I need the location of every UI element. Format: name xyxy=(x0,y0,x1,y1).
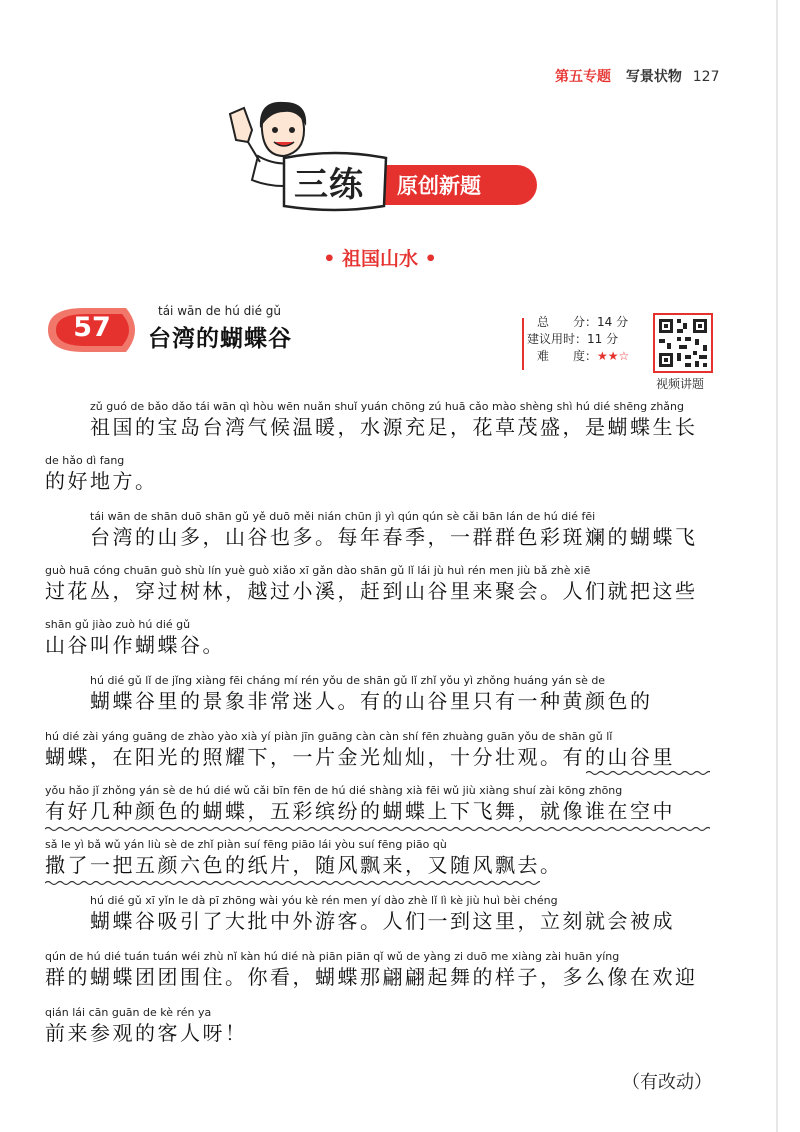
passage-line xyxy=(90,510,698,550)
difficulty-label: 难 度： xyxy=(537,349,598,363)
line-pinyin: yǒu hǎo jǐ zhǒng yán sè de hú dié wǔ cǎi bīn fēn de hú dié shàng xià fēi wǔ jiù xiàng shuí zài kōng zhōng xyxy=(45,784,623,797)
info-time: 建议用时：11 分 xyxy=(527,332,619,346)
line-text: 有好几种颜色的蝴蝶，五彩缤纷的蝴蝶上下飞舞，就像谁在空中 xyxy=(45,799,675,823)
lesson-number: 57 xyxy=(73,312,111,343)
wavy-underline xyxy=(45,826,710,832)
line-pinyin: shān gǔ jiào zuò hú dié gǔ xyxy=(45,618,191,631)
info-panel xyxy=(521,314,641,374)
passage-line xyxy=(45,618,225,658)
qr-code-icon[interactable] xyxy=(653,313,713,373)
banner-tag-label: 原创新题 xyxy=(397,174,481,198)
banner-main xyxy=(280,150,390,212)
line-pinyin: sǎ le yì bǎ wǔ yán liù sè de zhǐ piàn suí fēng piāo lái yòu suí fēng piāo qù xyxy=(45,838,447,851)
passage-line xyxy=(45,784,675,824)
source-note: （有改动） xyxy=(622,1072,712,1093)
line-text: 蝴蝶，在阳光的照耀下，一片金光灿灿，十分壮观。有的山谷里 xyxy=(45,745,675,769)
line-text: 前来参观的客人呀！ xyxy=(45,1021,248,1045)
wavy-underline xyxy=(45,880,540,886)
section-title: • 祖国山水 • xyxy=(323,248,437,270)
page-number: 127 xyxy=(692,69,720,85)
line-text: 撒了一把五颜六色的纸片，随风飘来，又随风飘去。 xyxy=(45,853,563,877)
passage-line xyxy=(90,894,675,934)
line-text: 蝴蝶谷里的景象非常迷人。有的山谷里只有一种黄颜色的 xyxy=(90,689,653,713)
passage-line xyxy=(45,564,698,604)
line-text: 群的蝴蝶团团围住。你看，蝴蝶那翩翩起舞的样子，多么像在欢迎 xyxy=(45,965,698,989)
page-edge xyxy=(776,0,778,1132)
passage-line xyxy=(45,1006,248,1046)
line-text: 蝴蝶谷吸引了大批中外游客。人们一到这里，立刻就会被成 xyxy=(90,909,675,933)
line-text: 台湾的山多，山谷也多。每年春季，一群群色彩斑斓的蝴蝶飞 xyxy=(90,525,698,549)
line-pinyin: guò huā cóng chuān guò shù lín yuè guò xiǎo xī gǎn dào shān gǔ lǐ lái jù huì rén men jiù bǎ zhè xiē xyxy=(45,564,591,577)
passage-line xyxy=(45,454,158,494)
line-pinyin: qián lái cān guān de kè rén ya xyxy=(45,1006,212,1019)
line-pinyin: qún de hú dié tuán tuán wéi zhù nǐ kàn hú dié nà piān piān qǐ wǔ de yàng zi duō me xiàng zài huān yíng xyxy=(45,950,620,963)
banner-tag xyxy=(385,165,537,205)
info-difficulty xyxy=(521,348,641,365)
line-text: 过花丛，穿过树林，越过小溪，赶到山谷里来聚会。人们就把这些 xyxy=(45,579,698,603)
line-pinyin: tái wān de shān duō shān gǔ yě duō měi nián chūn jì yì qún qún sè cǎi bān lán de hú dié fēi xyxy=(90,510,596,523)
line-pinyin: hú dié zài yáng guāng de zhào yào xià yí piàn jīn guāng càn càn shí fēn zhuàng guān yǒu de shān gǔ lǐ xyxy=(45,730,613,743)
lesson-title-pinyin: tái wān de hú dié gǔ xyxy=(158,304,282,318)
passage-line xyxy=(45,730,675,770)
wavy-underline xyxy=(586,770,710,776)
lesson-title: 台湾的蝴蝶谷 xyxy=(148,326,292,352)
passage-line xyxy=(45,838,563,878)
line-pinyin: zǔ guó de bǎo dǎo tái wān qì hòu wēn nuǎn shuǐ yuán chōng zú huā cǎo mào shèng shì hú dié shēng zhǎng xyxy=(90,400,684,413)
banner-main-label: 三练 xyxy=(294,165,364,205)
passage-line xyxy=(90,400,698,440)
line-pinyin: hú dié gǔ xī yǐn le dà pī zhōng wài yóu kè rén men yí dào zhè lǐ lì kè jiù huì bèi chéng xyxy=(90,894,558,907)
line-pinyin: de hǎo dì fang xyxy=(45,454,125,467)
header-title: 写景状物 xyxy=(625,69,682,85)
header-topic: 第五专题 xyxy=(555,69,611,85)
line-text: 山谷叫作蝴蝶谷。 xyxy=(45,633,225,657)
passage-line xyxy=(90,674,653,714)
info-score: 总 分：14 分 xyxy=(537,315,629,329)
line-pinyin: hú dié gǔ lǐ de jǐng xiàng fēi cháng mí rén yǒu de shān gǔ lǐ zhǐ yǒu yì zhǒng huáng yán sè de xyxy=(90,674,606,687)
running-header xyxy=(555,66,719,86)
qr-caption: 视频讲题 xyxy=(656,377,705,391)
difficulty-stars: ★★☆ xyxy=(597,349,630,363)
passage-line xyxy=(45,950,698,990)
line-text: 祖国的宝岛台湾气候温暖，水源充足，花草茂盛，是蝴蝶生长 xyxy=(90,415,698,439)
line-text: 的好地方。 xyxy=(45,469,158,493)
lesson-title-block xyxy=(148,304,292,353)
